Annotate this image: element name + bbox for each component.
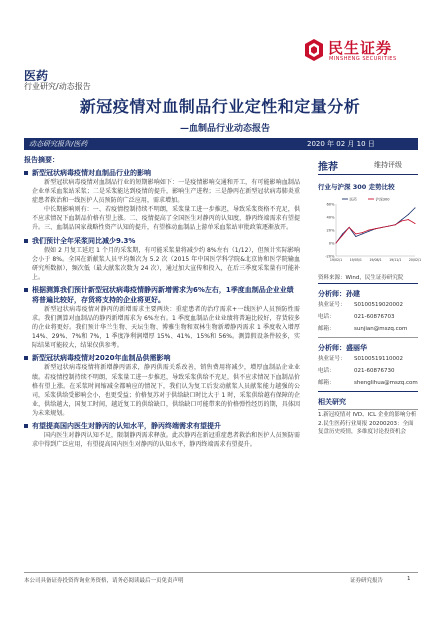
paragraph: 国内医生对静丙认知不足，限制静丙需求释放。此次静丙在新冠重症患者救治和医护人员预防需求中得到广泛应用，有望提高国内医生对静丙的认知水平，静丙终端需求有望提升。 — [32, 431, 300, 449]
analyst-row: 执业证号： S0100519110002 — [318, 355, 403, 362]
analyst-block-2 — [318, 343, 418, 389]
analyst-row: 邮箱： shenglihua@mszq.com — [318, 379, 418, 386]
logo-mark-icon — [304, 38, 324, 62]
section-heading: 有望提高国内医生对静丙的认知水平，静丙终端需求有望提升 — [24, 421, 300, 431]
analyst-row: 邮箱： sunjian@mszq.com — [318, 326, 408, 332]
data-point — [415, 207, 416, 208]
data-point — [362, 232, 363, 233]
data-point — [349, 227, 350, 228]
section-heading: 我们预计全年采浆同比减少9.3% — [24, 236, 300, 246]
logo-text-en: MINSHENG SECURITIES — [329, 56, 397, 62]
section-demand — [24, 285, 300, 350]
data-point — [336, 243, 337, 244]
data-point — [355, 236, 356, 237]
data-point — [362, 233, 363, 234]
footer-divider — [24, 572, 418, 573]
divider — [318, 283, 418, 284]
x-tick-label: 19/08/1 — [369, 258, 382, 262]
rating-label: 推荐 — [318, 162, 338, 173]
paragraph: 新型冠状病毒疫情将新增静丙需求，静丙供需关系改善，销售费用将减少，增厚血制品企业业绩。若疫情控制持续不明朗，采浆量工进一步推迟，导致采浆供给不充足，供不应求情况下血制品价格有望上涨。在采浆时间缩减全都响应的情况下，我们认为复工后发动献浆人员献浆能力越强的公司，采浆供给受影响会小，也更受益；价格复苏对于供给缺口时比大于 1 时，采浆供给越有保障的企业，供给越大，国复工时间，越近复工的供给缺口，供给缺口可能带来的价格弹性经历的期，具体因为未来规划。 — [32, 364, 300, 417]
series-line-1 — [336, 220, 415, 243]
analyst-block-1 — [318, 289, 418, 335]
chart-source: 资料来源：Wind，民生证券研究院 — [318, 275, 404, 281]
info-bar — [24, 138, 418, 150]
rating-row — [318, 158, 418, 172]
paragraph: 假如 2 月复工延迟 1 个月的采浆期，有可能采浆量将减少约 8%左右（1/12），但预计实际影响会小于 8%。全国在新献浆人员平均频次为 5.2 次（2015 年中国医学科学院&北京协和医学院输血研究所数据），频次低（最大献浆次数为 24 次），通过加大宣传和投入，在后三季度采浆量有可能补上。 — [32, 246, 300, 281]
data-point — [375, 228, 376, 229]
data-point — [382, 227, 383, 228]
report-type: 行业研究/动态报告 — [24, 82, 91, 91]
analyst-row: 电话： 021-60876703 — [318, 314, 395, 320]
x-tick-label: 19/05/1 — [349, 258, 362, 262]
analyst-row: 执业证号： S0100519020002 — [318, 302, 403, 308]
bullet-square-icon — [24, 288, 28, 292]
logo-text-cn: 民生证券 — [328, 39, 393, 57]
data-point — [395, 224, 396, 225]
bullet-square-icon — [24, 356, 28, 360]
related-title: 相关研究 — [318, 397, 346, 406]
analyst-name: 分析师：盛丽华 — [318, 343, 367, 352]
paragraph: 新型冠状病毒疫情对血制品行业的短期影响如下：一是疫情影响交通和开工，有可能影响血制品企业单采血浆站采浆；二是采浆能达到疫情的提升，影响生产进程；三是静丙在新型冠状病毒肺炎重症患者救治和一线医护人员预防的广泛应用，需求增加。 — [32, 179, 300, 205]
rating-value: 维持评级 — [374, 161, 402, 169]
summary-body — [24, 165, 300, 449]
legend-label: 医药 — [349, 197, 357, 202]
y-tick-label: -20% — [325, 254, 335, 259]
x-tick-label: 19/11/1 — [389, 258, 402, 262]
analyst-row: 电话： 021-60876730 — [318, 367, 395, 374]
section-collection — [24, 236, 300, 282]
section-heading: 根据测算我们预计新型冠状病毒疫情静丙新增需求为6%左右，1季度血制品企业业绩将普遍比较好，存货将支持的企业将更好。 — [24, 285, 300, 305]
data-point — [368, 230, 369, 231]
analyst-name: 分析师：孙建 — [318, 290, 360, 298]
bullet-square-icon — [24, 239, 28, 243]
data-point — [408, 219, 409, 220]
data-point — [388, 226, 389, 227]
section-awareness — [24, 421, 300, 449]
legend-label: 沪深300 — [375, 197, 390, 202]
page-number: 1 — [407, 576, 411, 582]
y-tick-label: 60% — [326, 202, 335, 207]
report-date: 2020 年 02 月 10 日 — [307, 140, 375, 148]
paragraph: 新型冠状病毒疫情对静丙的新增需求主要两块：重症患者的治疗需求+一线医护人员预防性需求。我们测算对血制品的静丙新增需求为 6%左右。1 季度血制品企业业绩将普遍比较好，存货较多的企业将更好。我们预计华兰生物、天坛生物、博雅生物和双林生物新增静丙需求 1 季度收入增厚 14%、29%、7%和 7%，1 季度净利润增厚 15%、41%、15%和 56%。测算假设条件较多，实际结果可能较大，结果仅供参考。 — [32, 305, 300, 350]
sidebar — [318, 158, 422, 437]
series-line-0 — [336, 208, 415, 243]
summary-heading: 报告摘要： — [24, 156, 59, 164]
report-subtitle: —血制品行业动态报告 — [180, 124, 271, 134]
section-heading: 新型冠状病毒疫情对2020年血制品供需影响 — [24, 353, 300, 363]
data-point — [342, 235, 343, 236]
section-heading: 新型冠状病毒疫情对血制品行业的影响 — [24, 168, 300, 178]
divider — [318, 174, 418, 175]
trend-chart — [318, 194, 422, 268]
y-tick-label: 20% — [326, 228, 335, 233]
chart-title: 行业与沪深 300 走势比较 — [318, 183, 395, 191]
data-point — [401, 220, 402, 221]
divider — [318, 337, 418, 338]
data-point — [355, 233, 356, 234]
bar-category: 动态研究报告/医药 — [29, 140, 88, 148]
paragraph: 中长期影响则有：一、若疫情控制持续不明朗，采浆量工进一步推迟，导致采浆资格不充足，供不应求情况下血制品价格有望上涨。二、疫情提高了全国医生对静丙的认知度，静丙终端需求有望提升。三、血制品国家战略性资产认知的提升，有望推动血制品上游单采血浆站审批政策逐渐放开。 — [32, 206, 300, 232]
bullet-square-icon — [24, 424, 28, 428]
divider — [318, 409, 418, 410]
section-supply — [24, 353, 300, 418]
data-point — [401, 219, 402, 220]
section-impact — [24, 168, 300, 233]
y-tick-label: 0% — [328, 241, 335, 246]
data-point — [408, 214, 409, 215]
company-logo — [304, 36, 420, 66]
data-point — [415, 223, 416, 224]
footer-disclaimer: 本公司具备证券投资咨询业务资格，请务必阅读最后一页免责声明 — [24, 578, 184, 584]
bullet-square-icon — [24, 171, 28, 175]
report-title: 新冠疫情对血制品行业定性和定量分析 — [79, 97, 361, 116]
related-item[interactable]: 1.新冠疫情对 IVD、ICL 企业的影响分析 — [318, 412, 417, 419]
divider — [318, 391, 418, 392]
data-point — [368, 231, 369, 232]
footer-label: 证券研究报告 — [350, 578, 384, 584]
y-tick-label: 40% — [326, 215, 335, 220]
x-tick-label: 19/02/1 — [329, 258, 343, 262]
sector-label: 医药 — [24, 69, 49, 83]
related-item[interactable]: 2.民生医药行业周报 20200203：全面复盘历史疫情，多维度讨论投资机会 — [318, 420, 414, 436]
x-tick-label: 20/02/1 — [408, 258, 422, 262]
